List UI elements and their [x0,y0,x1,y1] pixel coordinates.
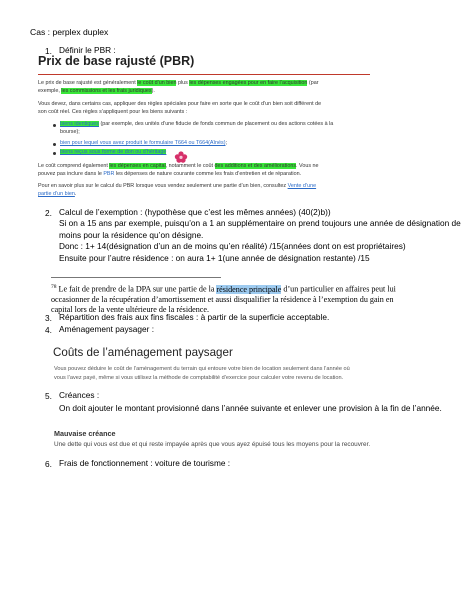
pbr-excerpt [38,54,440,198]
bullet-dot [53,143,56,146]
item-1-number: 1. [45,46,52,56]
footnote-78: $^{78}$ Le fait de prendre de la DPA sur une partie de la résidence principale d’un particulier en affaires peut lui occasionner de la récupération d’amortissement et aussi disqualifier la résidence à l’exemption du gain en capital lors de la vente ultérieure de la résidence. [51,284,396,315]
item-3-number: 3. [45,313,52,323]
pbr-title: Prix de base rajusté (PBR) [38,54,195,68]
bad-debt-text: Une dette qui vous est due et qui reste impayée après que vous ayez épuisé tous les moyens pour la recouvrer. [54,441,371,448]
flower-icon [174,151,188,163]
pbr-bullet-3 [60,148,166,156]
item-5-number: 5. [45,391,52,401]
pbr-paragraph-3: Le coût comprend également les dépenses en capital, notamment le coût des additions et des améliorations. Vous ne pouvez pas inclure dans le PBR les dépenses de nature courante comme les frais d’entretien et de réparation. [38,163,319,178]
pbr-paragraph-4: Pour en savoir plus sur le calcul du PBR lorsque vous vendez seulement une partie d’un bien, consultez Vente d’une partie d’un bien. [38,183,317,198]
item-6-text: Frais de fonctionnement : voiture de tourisme : [59,458,231,468]
landscaping-title: Coûts de l’aménagement paysager [53,346,233,359]
item-4-number: 4. [45,325,52,335]
item-4-text: Aménagement paysager : [59,324,155,334]
pbr-bullet-1: biens identiques (par exemple, des unités d’une fiducie de fonds commun de placement ou des actions cotées à la bourse); [60,121,334,136]
landscaping-paragraph: Vous pouvez déduire le coût de l’aménagement du terrain qui entoure votre bien de location seulement dans l’année où vous l’avez payé, même si vous utilisez la méthode de comptabilité d’exercice pour calculer votre revenu de location. [54,366,350,381]
partial-sale-link-cont[interactable]: partie d’un bien [38,191,75,198]
pbr-paragraph-2: Vous devez, dans certains cas, appliquer des règles spéciales pour faire en sorte que le coût d’un bien soit différent de son coût réel. Ces règles s’appliquent pour les biens suivants : [38,101,322,116]
gift-inheritance-link[interactable]: biens reçus sous forme de don ou d’héritage [60,149,167,155]
item-2-number: 2. [45,208,52,218]
form-t664-link[interactable]: bien pour lequel vous avez produit le formulaire T664 ou T664(Aînés) [60,140,226,146]
document-title: Cas : perplex duplex [30,27,109,37]
pbr-title-rule [38,74,370,75]
item-5-text: Créances : On doit ajouter le montant provisionné dans l’année suivante et enlever une provision à la fin de l’année. [59,390,442,414]
item-6-number: 6. [45,459,52,469]
pbr-bullet-2: bien pour lequel vous avez produit le formulaire T664 ou T664(Aînés); [60,140,228,146]
item-3-text: Répartition des frais aux fins fiscales : à partir de la superficie acceptable. [59,312,330,322]
bad-debt-title: Mauvaise créance [54,429,116,438]
pbr-paragraph-1: Le prix de base rajusté est généralement le coût d’un bien plus les dépenses engagées pour en faire l’acquisition (par exemple, les commissions et les frais juridiques). [38,80,319,95]
bullet-dot [53,152,56,155]
item-2-text: Calcul de l’exemption : (hypothèse que c’est les mêmes années) (40(2)b)) Si on a 15 ans par exemple, puisqu’on a 1 an supplémentaire on prend toujours une année de désignation de moins pour la résidence qu’on désigne. Donc : 1+ 14(désignation d’un an de moins qu’en réalité) /15(années dont on est propriétaires) Ensuite pour l’autre résidence : on aura 1+ 1(une année de désignation restante) /15 [59,207,461,263]
partial-sale-link[interactable]: Vente d’une [287,183,317,189]
item-1-text: Définir le PBR : [59,45,116,55]
bullet-dot [53,124,56,127]
cropped-line-remnant [51,276,221,279]
